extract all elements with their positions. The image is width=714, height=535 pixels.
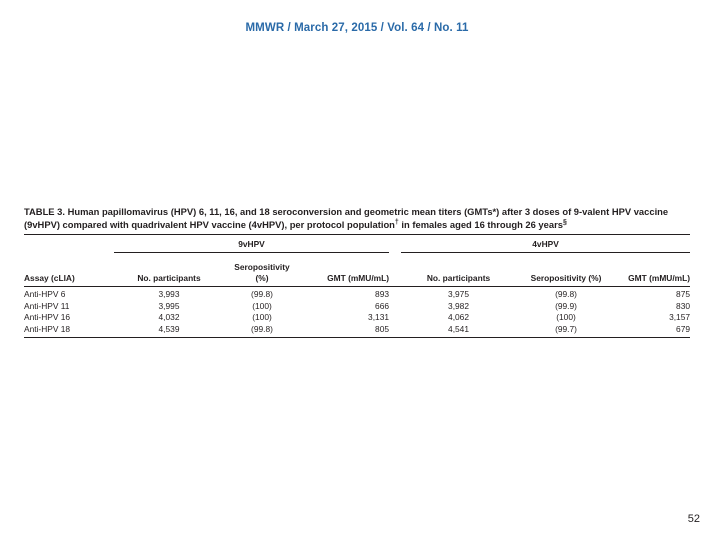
group-header-4vhpv: 4vHPV [401, 235, 690, 257]
cell-9v-participants: 4,032 [158, 312, 180, 322]
cell-4v-participants: 3,982 [448, 300, 469, 311]
table-block [24, 206, 690, 338]
cell-4v-participants: 4,062 [448, 312, 469, 322]
cell-4v-seropositivity: (100) [556, 312, 576, 322]
table-title [24, 206, 690, 231]
cell-4v-seropositivity: (99.9) [555, 300, 577, 311]
cell-4v-participants: 3,975 [448, 289, 469, 299]
table-row [24, 301, 690, 313]
cell-assay: Anti-HPV 11 [24, 300, 70, 311]
section-footnote-mark: § [562, 218, 567, 226]
col-header-9v-gmt: GMT (mMU/mL) [327, 272, 390, 283]
col-header-9v-seropositivity: Seropositivity (%) [234, 262, 290, 283]
col-header-4v-seropositivity: Seropositivity (%) [530, 272, 602, 283]
dagger-footnote-mark: † [394, 218, 399, 226]
cell-9v-participants: 3,993 [158, 289, 180, 299]
col-header-4v-gmt: GMT (mMU/mL) [628, 272, 691, 283]
col-header-4v-participants: No. participants [426, 272, 491, 283]
cell-9v-gmt: 805 [375, 323, 390, 334]
group-header-9vhpv: 9vHPV [114, 235, 389, 257]
cell-9v-seropositivity: (100) [252, 312, 272, 322]
seroconversion-table [24, 234, 690, 338]
cell-9v-gmt: 3,131 [368, 312, 390, 322]
journal-header: MMWR / March 27, 2015 / Vol. 64 / No. 11 [245, 22, 469, 34]
cell-9v-seropositivity: (99.8) [251, 289, 273, 299]
cell-9v-seropositivity: (99.8) [251, 323, 273, 334]
cell-9v-participants: 4,539 [158, 323, 180, 334]
cell-9v-gmt: 666 [375, 300, 390, 311]
page-number: 52 [687, 513, 700, 525]
group-header-spacer [24, 235, 114, 257]
table-title-line-1: TABLE 3. Human papillomavirus (HPV) 6, 11, 16, and 18 seroconversion and geometric mean titers (GMTs*) after 3 doses of 9-valent HPV vaccine [24, 206, 669, 217]
table-title-line-2-main: (9vHPV) compared with quadrivalent HPV vaccine (4vHPV), per protocol population [24, 218, 395, 230]
cell-4v-participants: 4,541 [448, 323, 469, 334]
cell-assay: Anti-HPV 6 [24, 289, 66, 299]
cell-4v-gmt: 679 [676, 323, 691, 334]
col-header-gap [389, 256, 401, 287]
table-row [24, 287, 690, 301]
cell-4v-seropositivity: (99.8) [555, 289, 577, 299]
cell-4v-gmt: 830 [676, 300, 691, 311]
cell-4v-seropositivity: (99.7) [555, 323, 577, 334]
cell-assay: Anti-HPV 18 [24, 323, 71, 334]
cell-9v-seropositivity: (100) [252, 300, 272, 311]
table-title-line-2 [24, 219, 690, 232]
col-header-assay: Assay (cLIA) [24, 272, 75, 283]
table-row [24, 324, 690, 338]
cell-9v-participants: 3,995 [158, 300, 180, 311]
cell-assay: Anti-HPV 16 [24, 312, 71, 322]
cell-9v-gmt: 893 [375, 289, 390, 299]
group-header-row [24, 235, 690, 257]
column-header-row [24, 256, 690, 287]
cell-4v-gmt: 3,157 [669, 312, 691, 322]
cell-4v-gmt: 875 [676, 289, 691, 299]
table-title-line-2-end: in females aged 16 through 26 years [398, 218, 563, 230]
col-header-9v-participants: No. participants [137, 272, 201, 283]
table-row [24, 312, 690, 324]
group-header-gap [389, 235, 401, 257]
